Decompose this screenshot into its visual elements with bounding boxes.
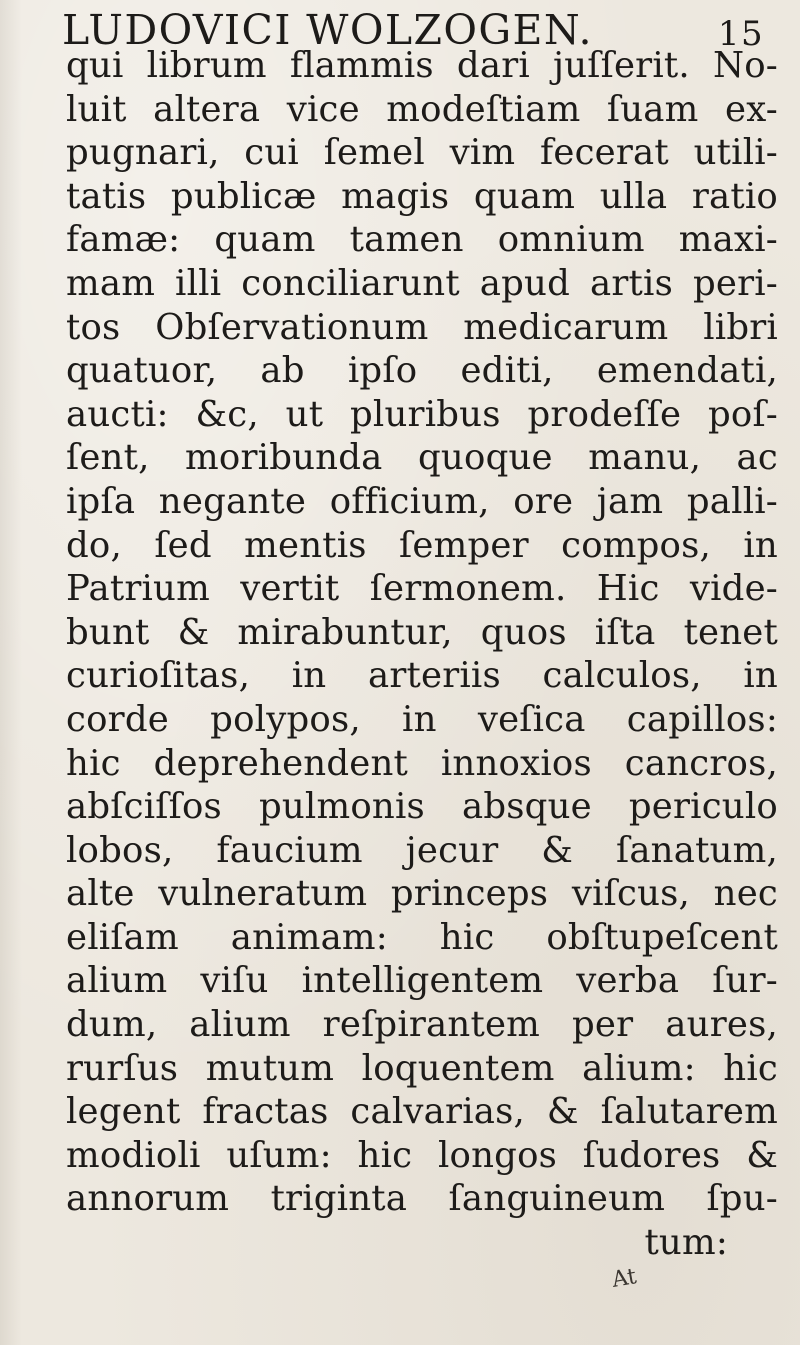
text-line: dum, alium reſpirantem per aures, xyxy=(66,1004,778,1046)
text-line: mam illi conciliarunt apud artis peri- xyxy=(66,262,778,304)
text-line: Patrium vertit ſermonem. Hic vide- xyxy=(66,568,778,610)
page-number: 15 xyxy=(717,14,764,54)
text-line: rurſus mutum loquentem alium: hic xyxy=(66,1047,778,1089)
text-line: quatuor, ab ipſo editi, emendati, xyxy=(66,350,778,392)
text-line: alte vulneratum princeps viſcus, nec xyxy=(66,873,778,915)
text-line: pugnari, cui ſemel vim fecerat utili- xyxy=(66,132,778,174)
text-line: lobos, faucium jecur & ſanatum, xyxy=(66,829,778,871)
text-line: tatis publicæ magis quam ulla ratio xyxy=(66,175,778,217)
text-line-final: tum: xyxy=(644,1222,728,1264)
text-line: annorum triginta ſanguineum ſpu- xyxy=(66,1178,778,1220)
text-line: famæ: quam tamen omnium maxi- xyxy=(66,219,778,261)
catchword: At xyxy=(610,1264,639,1293)
text-line: luit altera vice modeſtiam ſuam ex- xyxy=(66,88,778,130)
text-line: hic deprehendent innoxios cancros, xyxy=(66,742,778,784)
text-line: eliſam animam: hic obſtupeſcent xyxy=(66,916,778,958)
text-line: abſciſſos pulmonis absque periculo xyxy=(66,786,778,828)
text-line: alium viſu intelligentem verba ſur- xyxy=(66,960,778,1002)
text-line: do, ſed mentis ſemper compos, in xyxy=(66,524,778,566)
text-line: modioli uſum: hic longos ſudores & xyxy=(66,1134,778,1176)
text-line: ſent, moribunda quoque manu, ac xyxy=(66,437,778,479)
text-line: ipſa negante officium, ore jam palli- xyxy=(66,480,778,522)
text-line: aucti: &c, ut pluribus prodeſſe poſ- xyxy=(66,393,778,435)
text-line: tos Obſervationum medicarum libri xyxy=(66,306,778,348)
text-line: bunt & mirabuntur, quos iſta tenet xyxy=(66,611,778,653)
text-line: curioſitas, in arteriis calculos, in xyxy=(66,655,778,697)
page-gutter-shadow xyxy=(0,0,22,1345)
text-line: corde polypos, in veſica capillos: xyxy=(66,698,778,740)
body-text xyxy=(66,44,778,1265)
text-line: legent fractas calvarias, & ſalutarem xyxy=(66,1091,778,1133)
text-line: qui librum flammis dari juſſerit. No- xyxy=(66,45,778,86)
running-title: LUDOVICI WOLZOGEN. xyxy=(62,6,593,54)
